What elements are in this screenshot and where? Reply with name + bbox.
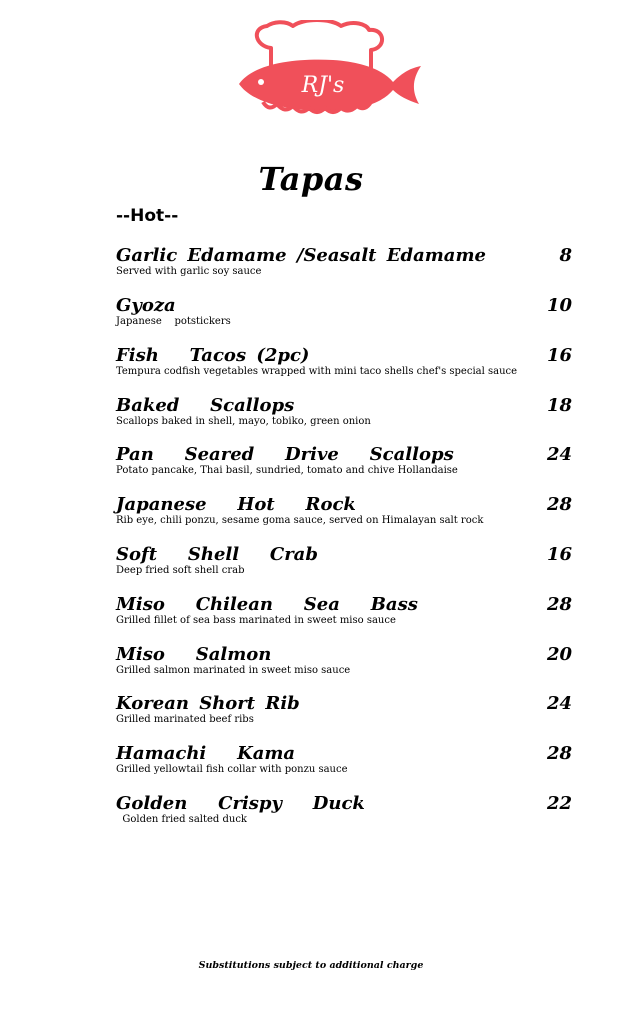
menu-item — [116, 594, 576, 627]
item-price: 18 — [546, 395, 572, 416]
item-price: 10 — [546, 295, 572, 316]
item-description: Grilled fillet of sea bass marinated in sweet miso sauce — [116, 615, 396, 626]
item-price: 24 — [546, 444, 572, 465]
menu-item — [116, 644, 576, 677]
item-description: Rib eye, chili ponzu, sesame goma sauce, served on Himalayan salt rock — [116, 515, 484, 526]
menu-item — [116, 245, 576, 278]
item-name: Korean Short Rib — [116, 693, 300, 714]
menu-item — [116, 395, 576, 428]
menu-item — [116, 793, 576, 826]
item-price: 28 — [546, 494, 572, 515]
item-description: Grilled yellowtail fish collar with ponzu sauce — [116, 764, 348, 775]
item-name: Baked Scallops — [116, 395, 295, 416]
menu-item — [116, 494, 576, 527]
item-name: Golden Crispy Duck — [116, 793, 365, 814]
item-price: 20 — [546, 644, 572, 665]
item-name: Japanese Hot Rock — [116, 494, 356, 515]
page-title: Tapas — [258, 160, 364, 198]
item-price: 28 — [546, 594, 572, 615]
menu-item — [116, 295, 576, 328]
item-name: Soft Shell Crab — [116, 544, 318, 565]
item-price: 22 — [546, 793, 572, 814]
item-description: Grilled salmon marinated in sweet miso sauce — [116, 665, 351, 676]
item-description: Scallops baked in shell, mayo, tobiko, green onion — [116, 416, 371, 427]
chef-hat-fish-logo-icon — [233, 20, 423, 116]
item-name: Fish Tacos (2pc) — [116, 345, 310, 366]
menu-item — [116, 444, 576, 477]
item-name: Gyoza — [116, 295, 176, 316]
item-name: Miso Chilean Sea Bass — [116, 594, 418, 615]
item-description: Golden fried salted duck — [116, 814, 247, 825]
item-description: Deep fried soft shell crab — [116, 565, 245, 576]
section-heading-hot: --Hot-- — [116, 206, 179, 226]
menu-item — [116, 693, 576, 726]
item-price: 24 — [546, 693, 572, 714]
restaurant-logo — [233, 20, 423, 116]
item-description: Japanese potstickers — [116, 316, 231, 327]
footer-note: Substitutions subject to additional charge — [198, 960, 424, 971]
item-name: Garlic Edamame /Seasalt Edamame — [116, 245, 486, 266]
menu-item — [116, 743, 576, 776]
item-name: Pan Seared Drive Scallops — [116, 444, 454, 465]
item-price: 28 — [546, 743, 572, 764]
item-description: Tempura codfish vegetables wrapped with mini taco shells chef's special sauce — [116, 366, 518, 377]
menu-item — [116, 544, 576, 577]
item-description: Grilled marinated beef ribs — [116, 714, 254, 725]
item-price: 8 — [559, 245, 572, 266]
item-price: 16 — [546, 345, 572, 366]
menu-item — [116, 345, 576, 378]
item-price: 16 — [546, 544, 572, 565]
item-description: Served with garlic soy sauce — [116, 266, 262, 277]
item-description: Potato pancake, Thai basil, sundried, tomato and chive Hollandaise — [116, 465, 458, 476]
item-name: Hamachi Kama — [116, 743, 296, 764]
logo-text: RJ's — [301, 73, 345, 98]
item-name: Miso Salmon — [116, 644, 272, 665]
